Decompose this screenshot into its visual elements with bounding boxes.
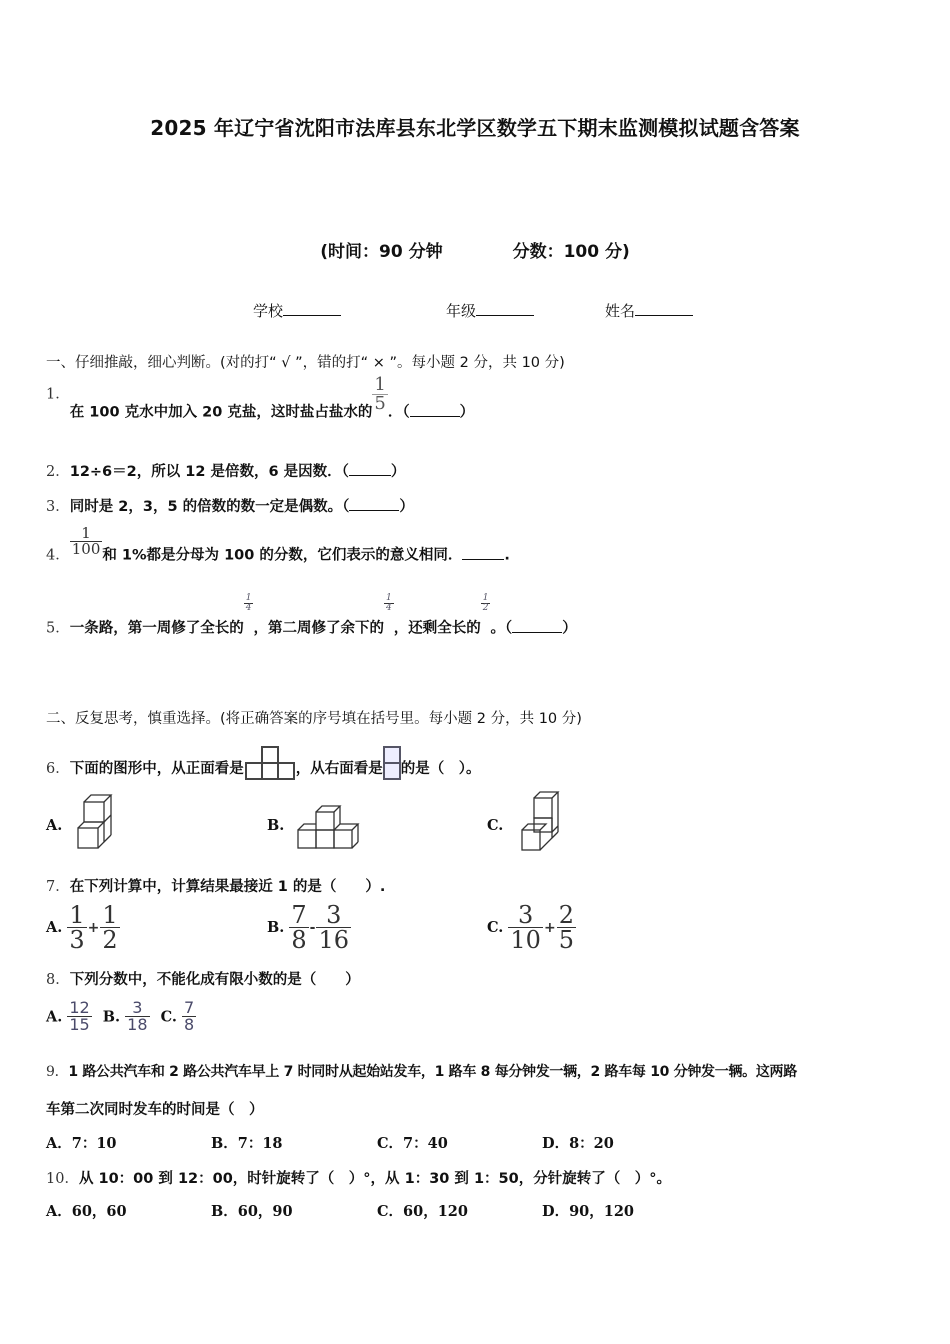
question-2: 2．12÷6＝2，所以 12 是倍数，6 是因数．（ ）	[46, 464, 406, 480]
answer-blank[interactable]	[349, 463, 391, 476]
name-field[interactable]	[605, 300, 693, 321]
fraction-1-5: $\frac{1}{5}$	[374, 374, 386, 414]
q7-option-a[interactable]: A. $\frac{1}{3}$ + $\frac{1}{2}$	[46, 901, 118, 954]
question-number: 3．	[46, 499, 70, 515]
question-6: 6．下面的图形中，从正面看是 ，从右面看是 的是（ ）。	[46, 745, 480, 781]
question-number: 9．	[46, 1064, 69, 1080]
cube-stack-c-figure	[518, 790, 564, 854]
question-number: 2．	[46, 464, 70, 480]
q9-option-a[interactable]: A．7：10	[46, 1135, 117, 1152]
grade-field[interactable]	[446, 300, 534, 321]
q6-option-c[interactable]: C.	[487, 817, 504, 834]
cube-stack-b-figure	[296, 800, 366, 852]
answer-blank[interactable]	[349, 498, 399, 511]
school-blank[interactable]	[283, 302, 341, 316]
q10-option-d[interactable]: D．90，120	[542, 1203, 635, 1220]
answer-blank[interactable]	[462, 547, 504, 560]
q9-option-b[interactable]: B．7：18	[211, 1135, 283, 1152]
grade-blank[interactable]	[476, 302, 534, 316]
question-8	[46, 968, 360, 989]
question-text: 下列分数中，不能化成有限小数的是（ ）	[69, 972, 360, 988]
question-9-line2: 车第二次同时发车的时间是（ ）	[46, 1102, 264, 1118]
q6-option-a[interactable]: A.	[46, 817, 63, 834]
grade-label: 年级	[446, 302, 477, 320]
q7-option-b[interactable]: B. $\frac{7}{8}$ - $\frac{3}{16}$	[267, 901, 350, 954]
question-number: 6．	[46, 761, 70, 777]
question-number: 4．	[46, 547, 70, 564]
q10-option-c[interactable]: C．60，120	[377, 1203, 468, 1220]
question-text: 在下列计算中，计算结果最接近 1 的是（ ）.	[69, 879, 386, 895]
question-number: 8．	[46, 972, 70, 988]
q10-option-a[interactable]: A．60，60	[46, 1203, 127, 1220]
question-text: 12÷6＝2，所以 12 是倍数，6 是因数．（	[69, 464, 349, 480]
question-1: 1．在 100 克水中加入 20 克盐，这时盐占盐水的 $\frac{1}{5}$ ．（ ）	[46, 374, 475, 421]
question-number: 5．	[46, 620, 70, 637]
question-text: 从 10：00 到 12：00，时针旋转了（ ）°，从 1：30 到 1：50，分针旋转了（ ）°。	[78, 1171, 671, 1187]
q7-option-c[interactable]: C. $\frac{3}{10}$ + $\frac{2}{5}$	[487, 901, 574, 954]
time-label: (时间：90 分钟	[320, 242, 443, 262]
question-number: 1．	[46, 386, 70, 403]
q9-option-c[interactable]: C．7：40	[377, 1135, 448, 1152]
exam-meta	[0, 237, 950, 262]
name-blank[interactable]	[635, 302, 693, 316]
section2-heading: 二、反复思考，慎重选择。(将正确答案的序号填在括号里。每小题 2 分，共 10 分)	[46, 711, 582, 727]
fraction-1-4: $\frac{1}{4}$	[385, 593, 392, 613]
document-title: 2025 年辽宁省沈阳市法库县东北学区数学五下期末监测模拟试题含答案	[150, 116, 800, 140]
question-10	[46, 1167, 671, 1188]
q8-option-c[interactable]: C. $\frac{7}{8}$	[160, 998, 195, 1034]
fraction-1-100: $\frac{1}{100}$	[71, 524, 101, 558]
question-text: 在 100 克水中加入 20 克盐，这时盐占盐水的	[69, 404, 373, 421]
answer-blank[interactable]	[410, 404, 460, 417]
question-4: 4． $\frac{1}{100}$ 和 1%都是分母为 100 的分数，它们表示的意义相同． .	[46, 524, 510, 564]
question-3: 3．同时是 2，3，5 的倍数的数一定是偶数。（ ）	[46, 499, 414, 515]
question-number: 7．	[46, 879, 70, 895]
fraction-1-4: $\frac{1}{4}$	[245, 593, 252, 613]
question-text: 同时是 2，3，5 的倍数的数一定是偶数。（	[69, 499, 350, 515]
section1-heading: 一、仔细推敲，细心判断。(对的打“ √ ”，错的打“ × ”。每小题 2 分，共 10 分)	[46, 355, 565, 371]
school-label: 学校	[253, 302, 284, 320]
name-label: 姓名	[605, 302, 636, 320]
q8-option-a[interactable]: A. $\frac{12}{15}$	[46, 998, 90, 1034]
score-label: 分数：100 分)	[512, 242, 630, 262]
question-number: 10．	[46, 1171, 79, 1187]
question-text: 和 1%都是分母为 100 的分数，它们表示的意义相同．	[102, 547, 463, 564]
question-9-line1	[46, 1061, 797, 1081]
right-view-icon	[383, 745, 401, 781]
fraction-1-2: $\frac{1}{2}$	[482, 593, 489, 613]
front-view-icon	[244, 745, 296, 781]
q8-option-b[interactable]: B. $\frac{3}{18}$	[102, 998, 148, 1034]
question-text: 1 路公共汽车和 2 路公共汽车早上 7 时同时从起始站发车，1 路车 8 每分钟发一辆，2 路车每 10 分钟发一辆。这两路	[68, 1064, 797, 1080]
q8-options	[46, 1000, 196, 1033]
question-7	[46, 875, 385, 896]
q9-option-d[interactable]: D．8：20	[542, 1135, 614, 1152]
q6-option-b[interactable]: B.	[267, 817, 285, 834]
school-field[interactable]	[253, 300, 341, 321]
cube-stack-a-figure	[76, 794, 116, 852]
q10-option-b[interactable]: B．60，90	[211, 1203, 293, 1220]
answer-blank[interactable]	[512, 620, 562, 633]
question-5: 5．一条路，第一周修了全长的 $\frac{1}{4}$ ，第二周修了余下的 $\frac{1}{4}$ ，还剩全长的 $\frac{1}{2}$ 。（ ）	[46, 593, 577, 637]
